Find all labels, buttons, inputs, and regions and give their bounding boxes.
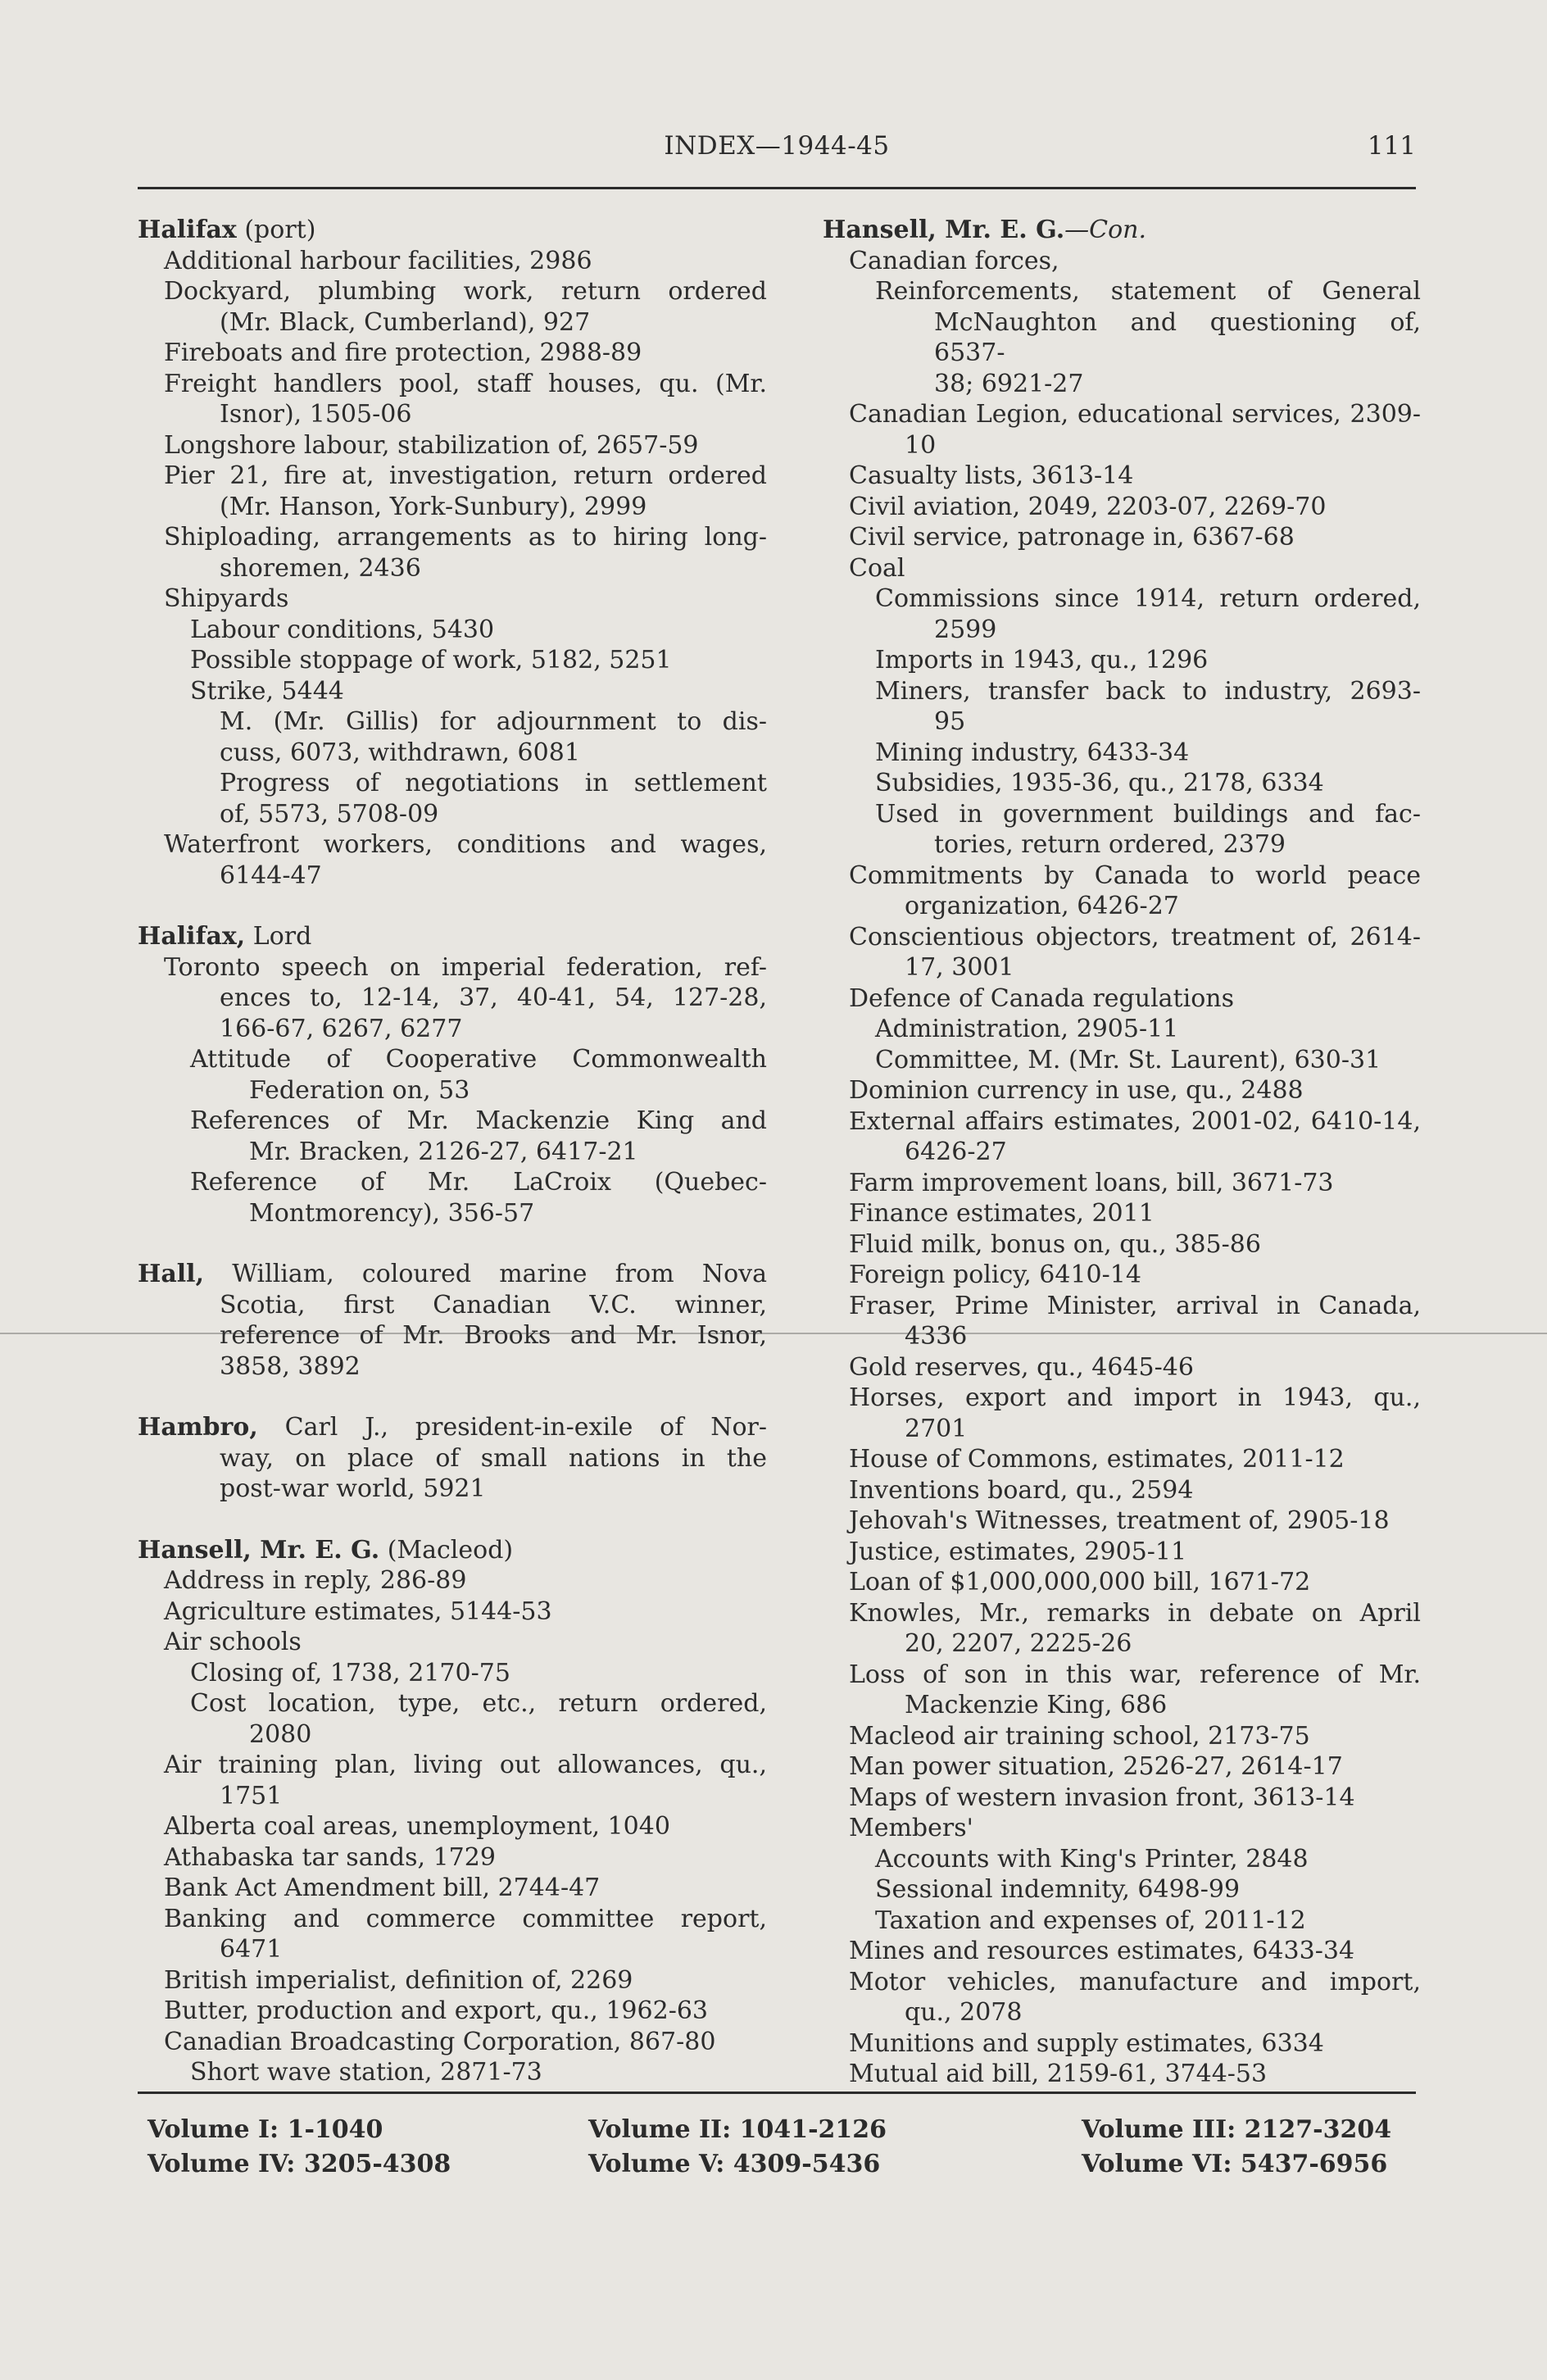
index-line: Defence of Canada regulations [849, 983, 1234, 1013]
index-entry [138, 246, 767, 277]
index-entry [823, 1045, 1421, 1076]
index-line: Gold reserves, qu., 4645-46 [849, 1352, 1194, 1382]
index-line: Toronto speech on imperial federation, ref- [164, 952, 767, 982]
index-line: Committee, M. (Mr. St. Laurent), 630-31 [875, 1045, 1381, 1074]
index-line: Mining industry, 6433-34 [875, 738, 1190, 767]
index-line: Federation on, 53 [249, 1075, 470, 1105]
heading-qualifier: Lord [245, 922, 312, 951]
index-line: Knowles, Mr., remarks in debate on April [849, 1598, 1421, 1628]
index-line: Reinforcements, statement of General [875, 277, 1421, 306]
index-line: Loss of son in this war, reference of Mr. [849, 1660, 1421, 1689]
index-line: Banking and commerce committee report, [164, 1904, 767, 1933]
index-entry [823, 1598, 1421, 1660]
index-line: House of Commons, estimates, 2011-12 [849, 1445, 1345, 1474]
index-entry [823, 215, 1421, 246]
index-line: Shipyards [164, 584, 289, 613]
index-entry [823, 1383, 1421, 1444]
volume-label: Volume I: [147, 2115, 279, 2144]
index-line: 6144-47 [220, 861, 322, 890]
index-line: shoremen, 2436 [220, 553, 421, 583]
index-entry [138, 276, 767, 338]
page-title: INDEX—1944-45 [664, 131, 890, 161]
volume-legend [138, 2113, 1416, 2187]
index-line: Fluid milk, bonus on, qu., 385-86 [849, 1229, 1261, 1259]
volume-label: Volume VI: [1082, 2150, 1232, 2178]
index-line: Justice, estimates, 2905-11 [849, 1537, 1187, 1566]
heading-qualifier: (Macleod) [379, 1535, 514, 1565]
index-entry [138, 706, 767, 768]
volume-pages: 2127-3204 [1236, 2115, 1392, 2144]
index-line: Canadian Legion, educational services, 2309- [849, 400, 1421, 429]
index-entry [823, 1783, 1421, 1814]
index-entry [138, 1842, 767, 1874]
index-line: Used in government buildings and fac- [875, 799, 1421, 829]
index-line: Progress of negotiations in settlement [220, 769, 767, 797]
index-entry [138, 952, 767, 1045]
index-line: Pier 21, fire at, investigation, return ordered [164, 461, 767, 490]
index-entry [823, 1751, 1421, 1783]
index-line: Taxation and expenses of, 2011-12 [875, 1905, 1306, 1935]
index-line: British imperialist, definition of, 2269 [164, 1965, 633, 1995]
index-entry [823, 861, 1421, 922]
index-line: Accounts with King's Printer, 2848 [875, 1844, 1309, 1874]
footer-rule [138, 2092, 1416, 2094]
index-line: Closing of, 1738, 2170-75 [190, 1658, 510, 1687]
index-entry [138, 1811, 767, 1842]
index-line: Bank Act Amendment bill, 2744-47 [164, 1874, 601, 1902]
index-entry [138, 1565, 767, 1597]
index-entry [823, 1014, 1421, 1045]
volume-range [1082, 2113, 1391, 2147]
index-line: Mutual aid bill, 2159-61, 3744-53 [849, 2060, 1268, 2088]
volume-pages: 4309-5436 [724, 2150, 881, 2178]
heading-qualifier: —Con. [1064, 216, 1147, 244]
index-entry [138, 215, 767, 246]
index-line: qu., 2078 [905, 1998, 1023, 2027]
index-line: Imports in 1943, qu., 1296 [875, 646, 1209, 674]
index-line: 2599 [934, 615, 997, 644]
index-line: Additional harbour facilities, 2986 [164, 246, 592, 275]
index-entry [138, 1597, 767, 1628]
index-heading [138, 1535, 767, 1566]
index-entry [823, 246, 1421, 277]
index-entry [138, 1904, 767, 1965]
right-column [823, 215, 1421, 2090]
index-line: 1751 [220, 1781, 283, 1810]
index-line: Isnor), 1505-06 [220, 400, 412, 429]
heading-qualifier: (port) [236, 216, 316, 244]
index-line: Mr. Bracken, 2126-27, 6417-21 [249, 1137, 638, 1166]
volume-pages: 1041-2126 [731, 2115, 887, 2144]
index-line: 20, 2207, 2225-26 [905, 1629, 1132, 1658]
index-heading [138, 1412, 767, 1443]
volume-label: Volume III: [1082, 2115, 1236, 2144]
volume-range [147, 2147, 451, 2182]
index-entry [823, 676, 1421, 738]
index-line: ences to, 12-14, 37, 40-41, 54, 127-28, [220, 983, 767, 1012]
index-line: Strike, 5444 [190, 676, 344, 706]
index-line: Possible stoppage of work, 5182, 5251 [190, 646, 672, 674]
index-entry [823, 799, 1421, 861]
index-line: Motor vehicles, manufacture and import, [849, 1967, 1421, 1996]
index-entry [138, 1259, 767, 1382]
heading-name: Hansell, Mr. E. G. [823, 216, 1065, 244]
index-line: Waterfront workers, conditions and wages, [164, 830, 767, 859]
index-line: 2080 [249, 1719, 312, 1749]
heading-name: Halifax [138, 216, 237, 244]
index-line: Casualty lists, 3613-14 [849, 461, 1134, 490]
index-line: Labour conditions, 5430 [190, 615, 495, 644]
index-entry [823, 1352, 1421, 1383]
index-heading [138, 215, 767, 246]
index-line: 166-67, 6267, 6277 [220, 1014, 463, 1043]
index-line: Miners, transfer back to industry, 2693- [875, 676, 1421, 706]
index-line: Sessional indemnity, 6498-99 [875, 1875, 1241, 1904]
index-entry [138, 1044, 767, 1106]
index-entry [823, 584, 1421, 645]
index-line: Canadian Broadcasting Corporation, 867-80 [164, 2027, 716, 2056]
index-line: Air training plan, living out allowances, qu., [164, 1751, 767, 1779]
index-line: M. (Mr. Gillis) for adjournment to dis- [220, 707, 767, 736]
index-entry [823, 1075, 1421, 1106]
index-line: Montmorency), 356-57 [249, 1198, 535, 1228]
index-line: Members' [849, 1814, 973, 1842]
index-entry [823, 1444, 1421, 1475]
index-line: 17, 3001 [905, 953, 1014, 982]
index-line: Fireboats and fire protection, 2988-89 [164, 338, 642, 367]
index-line: Commissions since 1914, return ordered, [875, 584, 1421, 613]
page-fold-line [0, 1333, 1547, 1334]
index-line: Finance estimates, 2011 [849, 1199, 1155, 1228]
index-entry [138, 461, 767, 522]
heading-qualifier: William, coloured marine from Nova [204, 1260, 767, 1288]
index-line: (Mr. Black, Cumberland), 927 [220, 307, 591, 337]
index-line: Foreign policy, 6410-14 [849, 1260, 1141, 1289]
index-entry [138, 1627, 767, 1658]
index-line: Man power situation, 2526-27, 2614-17 [849, 1752, 1343, 1781]
index-line: 6471 [220, 1935, 283, 1964]
index-line: Macleod air training school, 2173-75 [849, 1721, 1310, 1751]
index-line: 95 [934, 707, 966, 736]
page-header [138, 131, 1416, 180]
left-column [138, 215, 767, 2088]
index-entry [138, 921, 767, 952]
index-line: Athabaska tar sands, 1729 [164, 1842, 496, 1872]
index-entry [138, 1965, 767, 1996]
index-line: Inventions board, qu., 2594 [849, 1475, 1194, 1505]
index-line: Civil service, patronage in, 6367-68 [849, 523, 1295, 552]
index-entry [138, 1412, 767, 1505]
volume-range [588, 2147, 880, 2182]
index-entry [138, 1106, 767, 1167]
index-line: way, on place of small nations in the [220, 1443, 767, 1473]
index-entry [823, 1567, 1421, 1598]
index-entry [138, 645, 767, 676]
index-line: Longshore labour, stabilization of, 2657-59 [164, 430, 699, 460]
volume-label: Volume IV: [147, 2150, 296, 2178]
index-entry [138, 1750, 767, 1811]
index-line: Butter, production and export, qu., 1962-63 [164, 1996, 708, 2025]
heading-name: Halifax, [138, 922, 246, 951]
index-entry [823, 1660, 1421, 1721]
volume-pages: 1-1040 [279, 2115, 383, 2144]
index-entry [138, 1873, 767, 1904]
index-entry [138, 1658, 767, 1689]
volume-range [147, 2113, 383, 2147]
index-line: Dominion currency in use, qu., 2488 [849, 1076, 1304, 1105]
volume-label: Volume V: [588, 2150, 725, 2178]
index-line: 2701 [905, 1414, 968, 1443]
index-line: Civil aviation, 2049, 2203-07, 2269-70 [849, 492, 1327, 521]
index-entry [823, 1967, 1421, 2028]
index-line: Munitions and supply estimates, 6334 [849, 2028, 1324, 2058]
volume-range [588, 2113, 887, 2147]
index-line: Horses, export and import in 1943, qu., [849, 1383, 1421, 1412]
index-entry [138, 338, 767, 369]
index-line: Scotia, first Canadian V.C. winner, [220, 1290, 767, 1319]
index-entry [823, 1844, 1421, 1875]
index-line: cuss, 6073, withdrawn, 6081 [220, 738, 580, 767]
index-entry [138, 2027, 767, 2058]
index-entry [823, 276, 1421, 399]
index-line: post-war world, 5921 [220, 1474, 486, 1503]
header-rule [138, 187, 1416, 189]
index-line: Mines and resources estimates, 6433-34 [849, 1937, 1355, 1965]
index-line: External affairs estimates, 2001-02, 6410-14, [849, 1106, 1421, 1136]
index-line: 6426-27 [905, 1138, 1007, 1166]
heading-name: Hambro, [138, 1413, 258, 1442]
index-entry [823, 553, 1421, 584]
index-line: Shiploading, arrangements as to hiring long- [164, 523, 767, 552]
index-line: References of Mr. Mackenzie King and [190, 1106, 767, 1135]
index-entry [823, 1537, 1421, 1568]
index-entry [823, 738, 1421, 769]
volume-pages: 3205-4308 [295, 2150, 451, 2178]
index-line: Air schools [164, 1628, 302, 1656]
index-entry [823, 768, 1421, 799]
index-entry [138, 584, 767, 615]
index-entry [823, 2059, 1421, 2090]
index-entry [823, 1106, 1421, 1168]
index-line: Jehovah's Witnesses, treatment of, 2905-18 [849, 1506, 1390, 1535]
index-line: Freight handlers pool, staff houses, qu. (Mr. [164, 369, 767, 398]
index-entry [138, 615, 767, 646]
index-entry [823, 399, 1421, 461]
index-line: tories, return ordered, 2379 [934, 830, 1286, 859]
index-line: 10 [905, 430, 937, 460]
index-entry [823, 1905, 1421, 1937]
heading-qualifier: Carl J., president-in-exile of Nor- [257, 1413, 767, 1442]
index-line: Reference of Mr. LaCroix (Quebec- [190, 1168, 767, 1197]
index-entry [823, 1229, 1421, 1260]
index-line: Address in reply, 286-89 [164, 1566, 467, 1595]
index-line: Attitude of Cooperative Commonwealth [190, 1045, 767, 1074]
index-line: Conscientious objectors, treatment of, 2614- [849, 922, 1421, 952]
index-entry [823, 1936, 1421, 1967]
index-line: Maps of western invasion front, 3613-14 [849, 1783, 1355, 1812]
index-entry [138, 1996, 767, 2027]
index-line: Agriculture estimates, 5144-53 [164, 1597, 552, 1626]
index-entry [138, 369, 767, 430]
index-heading [138, 921, 767, 952]
index-entry [823, 1506, 1421, 1537]
index-line: organization, 6426-27 [905, 892, 1179, 920]
index-entry [823, 922, 1421, 983]
index-entry [823, 492, 1421, 523]
index-line: reference of Mr. Brooks and Mr. Isnor, [220, 1321, 767, 1350]
index-entry [138, 430, 767, 461]
index-entry [823, 1260, 1421, 1291]
index-entry [823, 2028, 1421, 2060]
index-entry [823, 983, 1421, 1015]
index-entry [823, 461, 1421, 492]
index-line: Mackenzie King, 686 [905, 1691, 1168, 1719]
index-line: Commitments by Canada to world peace [849, 861, 1421, 890]
index-line: 3858, 3892 [220, 1351, 361, 1381]
index-heading [823, 215, 1421, 246]
index-entry [823, 1291, 1421, 1352]
index-entry [823, 1721, 1421, 1752]
index-line: Loan of $1,000,000,000 bill, 1671-72 [849, 1568, 1311, 1597]
index-entry [138, 1688, 767, 1750]
index-entry [138, 1167, 767, 1229]
index-entry [823, 1168, 1421, 1199]
index-line: Dockyard, plumbing work, return ordered [164, 277, 767, 306]
index-entry [138, 768, 767, 829]
heading-name: Hansell, Mr. E. G. [138, 1535, 380, 1565]
index-line: Farm improvement loans, bill, 3671-73 [849, 1168, 1334, 1197]
index-line: Short wave station, 2871-73 [190, 2058, 542, 2087]
index-line: Canadian forces, [849, 246, 1059, 275]
index-entry [823, 1874, 1421, 1905]
index-line: Coal [849, 553, 905, 583]
index-line: (Mr. Hanson, York-Sunbury), 2999 [220, 492, 647, 521]
index-line: 38; 6921-27 [934, 369, 1084, 398]
index-entry [823, 1198, 1421, 1229]
index-entry [823, 1475, 1421, 1506]
index-entry [823, 1813, 1421, 1844]
heading-name: Hall, [138, 1260, 205, 1288]
index-heading [138, 1259, 767, 1290]
index-entry [138, 676, 767, 707]
index-line: Alberta coal areas, unemployment, 1040 [164, 1812, 670, 1841]
index-line: of, 5573, 5708-09 [220, 799, 439, 829]
index-entry [138, 522, 767, 584]
index-entry [823, 645, 1421, 676]
index-entry [138, 1535, 767, 1566]
volume-pages: 5437-6956 [1232, 2150, 1388, 2178]
index-entry [138, 2057, 767, 2088]
volume-label: Volume II: [588, 2115, 732, 2144]
index-line: Subsidies, 1935-36, qu., 2178, 6334 [875, 769, 1324, 797]
index-line: Cost location, type, etc., return ordered, [190, 1689, 767, 1718]
index-line: Administration, 2905-11 [875, 1015, 1179, 1043]
index-line: Fraser, Prime Minister, arrival in Canada, [849, 1291, 1421, 1320]
index-line: McNaughton and questioning of, 6537- [934, 307, 1421, 367]
page-number: 111 [1367, 131, 1416, 161]
volume-range [1082, 2147, 1387, 2182]
index-entry [138, 829, 767, 891]
index-line: 4336 [905, 1322, 968, 1351]
index-entry [823, 522, 1421, 553]
